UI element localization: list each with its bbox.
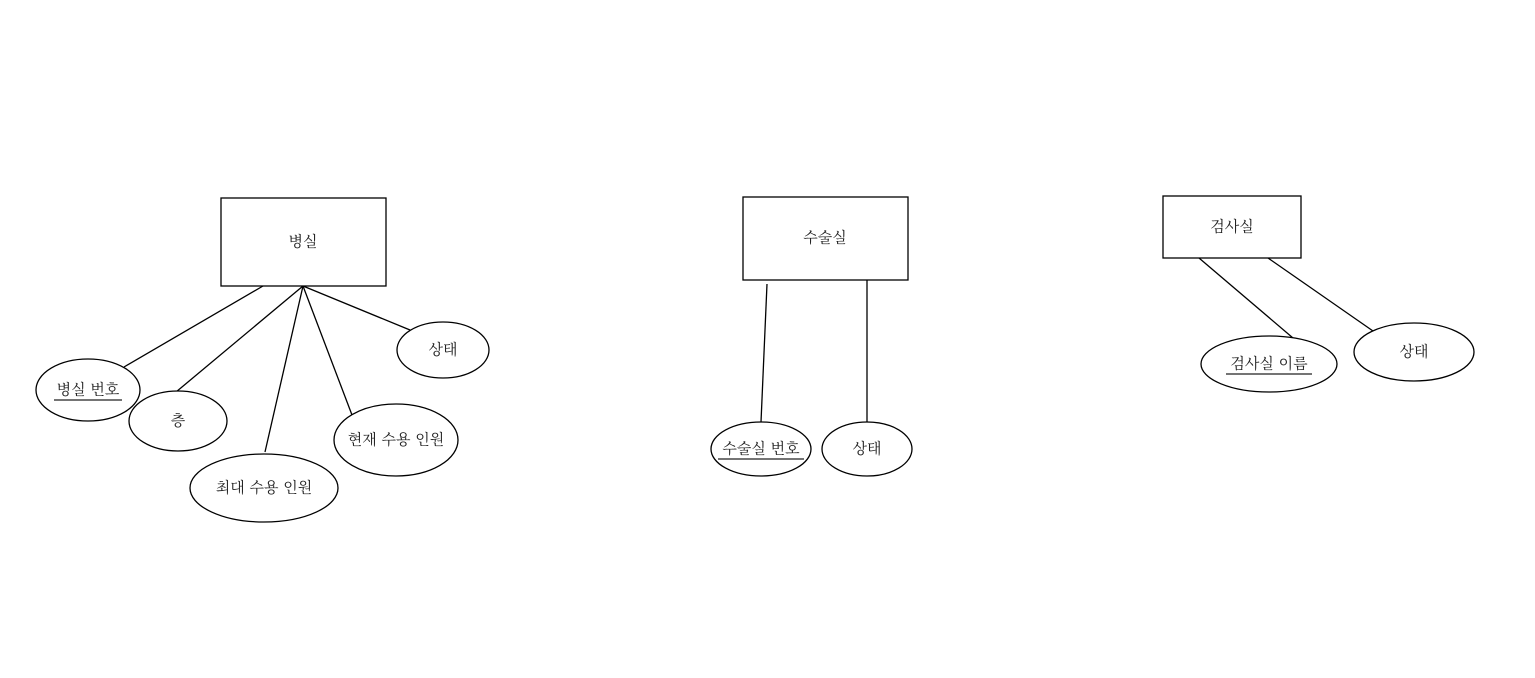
attribute-ward-status[interactable]: [397, 322, 489, 378]
attribute-max-capacity-label: 최대 수용 인원: [215, 478, 313, 497]
operating-room-key-relation-line: [761, 284, 767, 422]
ward-max-capacity-relation-line: [265, 286, 303, 452]
ward-group: [36, 198, 489, 522]
ward-status-relation-line: [303, 286, 410, 330]
attribute-max-capacity[interactable]: [190, 454, 338, 522]
ward-current-capacity-relation-line: [303, 286, 352, 415]
attribute-operating-room-status-label: 상태: [852, 439, 882, 458]
attribute-exam-room-status-label: 상태: [1399, 342, 1429, 361]
attribute-operating-room-number-label: 수술실 번호: [722, 439, 800, 458]
entity-operating-room[interactable]: [743, 197, 908, 280]
attribute-exam-room-name[interactable]: [1201, 336, 1337, 392]
ward-key-relation-line: [124, 286, 263, 367]
attribute-operating-room-status[interactable]: [822, 422, 912, 476]
entity-ward-label: 병실: [288, 232, 318, 251]
attribute-operating-room-number[interactable]: [711, 422, 811, 476]
attribute-current-capacity-label: 현재 수용 인원: [347, 430, 445, 449]
entity-operating-room-label: 수술실: [803, 228, 847, 247]
attribute-exam-room-status[interactable]: [1354, 323, 1474, 381]
attribute-ward-status-label: 상태: [428, 340, 458, 359]
exam-room-group: [1163, 196, 1474, 392]
exam-room-status-relation-line: [1268, 258, 1373, 331]
exam-room-key-relation-line: [1199, 258, 1293, 338]
attribute-floor[interactable]: [129, 391, 227, 451]
entity-exam-room[interactable]: [1163, 196, 1301, 258]
attribute-floor-label: 층: [170, 411, 186, 430]
attribute-ward-number[interactable]: [36, 359, 140, 421]
attribute-current-capacity[interactable]: [334, 404, 458, 476]
entity-ward[interactable]: [221, 198, 386, 286]
attribute-ward-number-label: 병실 번호: [56, 380, 120, 399]
entity-exam-room-label: 검사실: [1210, 217, 1254, 236]
ward-floor-relation-line: [176, 286, 303, 392]
attribute-exam-room-name-label: 검사실 이름: [1230, 354, 1308, 373]
operating-room-group: [711, 197, 912, 476]
